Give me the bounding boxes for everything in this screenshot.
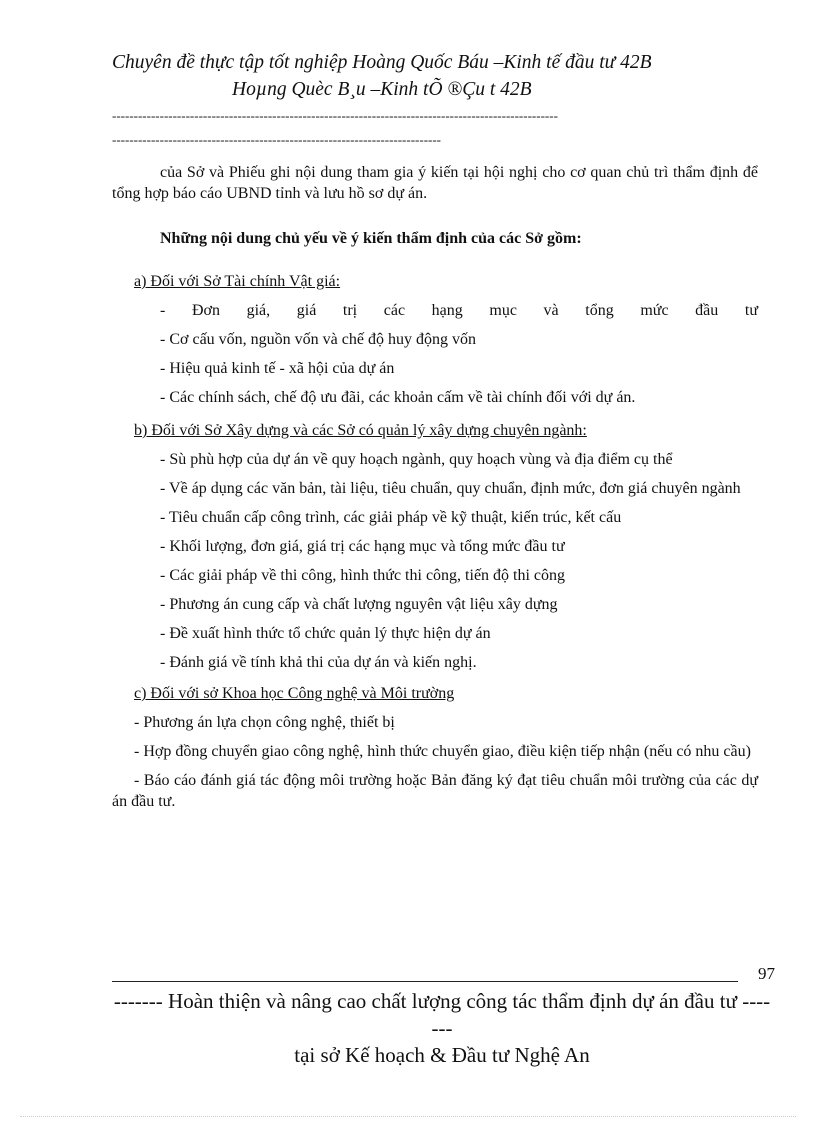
list-item: - Cơ cấu vốn, nguồn vốn và chế độ huy động vốn (160, 331, 476, 348)
list-item: - Sù phù hợp của dự án về quy hoạch ngành, quy hoạch vùng và địa điểm cụ thể (160, 451, 673, 468)
header-title-legacy-encoding: Hoµng Quèc B¸u –Kinh tÕ ®Çu t 42B (232, 79, 532, 100)
list-item: - Hợp đồng chuyển giao công nghệ, hình thức chuyển giao, điều kiện tiếp nhận (nếu có nhu cầu) (134, 743, 751, 760)
section-c (112, 683, 758, 812)
list-item: - Báo cáo đánh giá tác động môi trường hoặc Bản đăng ký đạt tiêu chuẩn môi trường của các dự án đầu tư. (112, 772, 758, 810)
list-item: - Các giải pháp về thi công, hình thức thi công, tiến độ thi công (160, 567, 566, 584)
list-item: - Đánh giá về tính khả thi của dự án và kiến nghị. (160, 654, 477, 671)
footer-divider (112, 981, 738, 982)
page-bottom-border (20, 1116, 796, 1117)
section-a (112, 271, 758, 408)
list-item: - Về áp dụng các văn bản, tài liệu, tiêu chuẩn, quy chuẩn, định mức, đơn giá chuyên ngành (160, 480, 741, 497)
document-body (112, 162, 758, 812)
page-number: 97 (758, 964, 775, 983)
list-item: - Hiệu quả kinh tế - xã hội của dự án (160, 360, 395, 377)
section-a-title: a) Đối với Sở Tài chính Vật giá: (134, 273, 341, 290)
section-c-title: c) Đối với sở Khoa học Công nghệ và Môi trường (134, 685, 455, 702)
page-footer (112, 988, 772, 1069)
footer-line-2: tại sở Kế hoạch & Đầu tư Nghệ An (294, 1043, 590, 1067)
list-item: - Phương án lựa chọn công nghệ, thiết bị (134, 714, 395, 731)
list-item: - Các chính sách, chế độ ưu đãi, các khoản cấm về tài chính đối với dự án. (160, 389, 636, 406)
list-item: - Đề xuất hình thức tổ chức quản lý thực hiện dự án (160, 625, 491, 642)
footer-line-1: ------- Hoàn thiện và nâng cao chất lượng công tác thẩm định dự án đầu tư ------- (113, 989, 771, 1040)
section-b (112, 420, 758, 673)
header-title: Chuyên đề thực tập tốt nghiệp Hoàng Quốc Báu –Kinh tế đầu tư 42B (112, 52, 652, 73)
list-item: - Khối lượng, đơn giá, giá trị các hạng mục và tổng mức đầu tư (160, 538, 565, 555)
list-item: - Phương án cung cấp và chất lượng nguyên vật liệu xây dựng (160, 596, 558, 613)
section-b-title: b) Đối với Sở Xây dựng và các Sở có quản lý xây dựng chuyên ngành: (134, 422, 587, 439)
main-heading: Những nội dung chủ yếu về ý kiến thẩm định của các Sở gồm: (160, 230, 582, 247)
intro-paragraph: của Sở và Phiếu ghi nội dung tham gia ý kiến tại hội nghị cho cơ quan chủ trì thẩm định để tổng hợp báo cáo UBND tỉnh và lưu hồ sơ dự án. (112, 164, 758, 202)
list-item: - Tiêu chuẩn cấp công trình, các giải pháp về kỹ thuật, kiến trúc, kết cấu (160, 509, 622, 526)
header-divider-short: ---------------------------------------------------------------------------- (112, 132, 442, 147)
header-divider: ------------------------------------------------------------------------------------------------------- (112, 108, 558, 123)
list-item: - Đơn giá, giá trị các hạng mục và tổng mức đầu tư (160, 302, 758, 319)
